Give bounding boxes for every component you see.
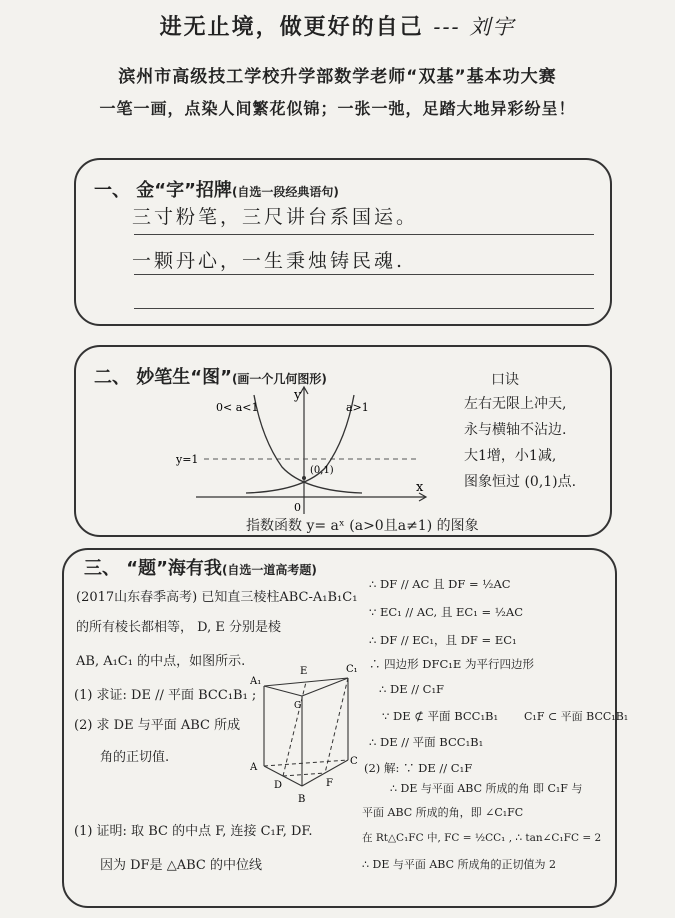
page-title (0, 10, 675, 41)
graph-caption: 指数函数 y= aˣ (a>0且a≠1) 的图象 (246, 518, 479, 534)
title-text: 进无止境，做更好的自己 (159, 15, 424, 40)
section-3-note: (自选一道高考题) (221, 563, 317, 577)
label-d: D (274, 780, 283, 791)
proof-line-1: (1) 证明: 取 BC 的中点 F, 连接 C₁F, DF. (74, 824, 313, 839)
section-1-heading: 一、 金“字”招牌 (94, 180, 232, 201)
right-line-8: ∴ DE // 平面 BCC₁B₁ (369, 735, 484, 749)
label-a1: A₁ (250, 676, 262, 687)
section-1-title (94, 176, 339, 202)
label-asymptote: y=1 (176, 453, 199, 466)
problem-line-3: AB, A₁C₁ 的中点，如图所示. (76, 654, 246, 669)
writing-line-1: 三寸粉笔，三尺讲台系国运。 (132, 206, 419, 228)
right-line-7: C₁F ⊂ 平面 BCC₁B₁ (524, 710, 629, 723)
contest-subtitle: 滨州市高级技工学校升学部数学老师“双基”基本功大赛 (118, 67, 557, 87)
section-3-heading: 三、 “题”海有我 (84, 558, 222, 579)
mnemonic-block (464, 391, 576, 495)
problem-line-2: 的所有棱长都相等， D, E 分别是棱 (76, 620, 281, 635)
section-2-heading: 二、 妙笔生“图” (94, 367, 232, 388)
mnemonic-title: 口诀 (491, 372, 519, 388)
label-y-axis: y (294, 388, 302, 403)
label-point: (0,1) (310, 465, 334, 476)
segment-c1-f (325, 678, 348, 773)
edge-a-c (264, 760, 348, 766)
right-line-5: ∴ DE // C₁F (379, 682, 445, 696)
label-x-axis: x (416, 480, 424, 495)
label-c: C (350, 756, 358, 767)
section-1-note: (自选一段经典语句) (231, 185, 339, 199)
curve-a-greater-1 (246, 395, 354, 493)
exponential-graph (176, 379, 436, 519)
right-line-13: ∴ DE 与平面 ABC 所成角的正切值为 2 (362, 858, 556, 871)
mnemonic-line-2: 永与横轴不沾边. (464, 422, 567, 438)
right-line-10: ∴ DE 与平面 ABC 所成的角 即 C₁F 与 (390, 782, 583, 795)
label-left-curve: 0< a<1 (216, 401, 259, 414)
right-line-3: ∴ DF // EC₁，且 DF = EC₁ (369, 633, 517, 647)
label-b: B (298, 794, 306, 805)
edge-a1-b1 (264, 686, 302, 696)
rule-line-2 (134, 274, 594, 275)
section-2-panel (74, 345, 612, 537)
problem-part-1: (1) 求证: DE // 平面 BCC₁B₁ ; (74, 688, 257, 703)
rule-line-1 (134, 234, 594, 235)
motto: 一笔一画，点染人间繁花似锦；一张一弛，足踏大地异彩纷呈！ (99, 99, 576, 118)
section-3-panel (62, 548, 629, 908)
right-line-2: ∵ EC₁ // AC, 且 EC₁ = ½AC (369, 605, 523, 619)
right-line-1: ∴ DF // AC 且 DF = ½AC (369, 577, 511, 591)
problem-line-1: (2017山东春季高考) 已知直三棱柱ABC-A₁B₁C₁ (76, 590, 358, 605)
rule-line-3 (134, 308, 594, 309)
mnemonic-line-1: 左右无限上冲天, (464, 396, 567, 412)
section-1-panel (74, 158, 612, 326)
label-f: F (326, 778, 333, 789)
point-0-1 (302, 476, 306, 480)
label-g: G (294, 701, 302, 711)
writing-line-2: 一颗丹心，一生秉烛铸民魂. (132, 250, 406, 272)
section-3-title (84, 554, 317, 580)
problem-part-2: (2) 求 DE 与平面 ABC 所成 (74, 718, 241, 733)
segment-d-f (283, 773, 325, 776)
right-line-9: (2) 解: ∵ DE // C₁F (364, 761, 473, 775)
right-line-11: 平面 ABC 所成的角，即 ∠C₁FC (362, 806, 524, 819)
label-c1: C₁ (346, 664, 358, 675)
right-line-4: ∴ 四边形 DFC₁E 为平行四边形 (369, 657, 534, 671)
prism-figure (250, 660, 360, 810)
label-e: E (300, 666, 308, 677)
problem-part-2-cont: 角的正切值. (100, 750, 170, 765)
mnemonic-line-3: 大1增，小1减, (464, 448, 557, 464)
proof-line-2: 因为 DF是 △ABC 的中位线 (100, 858, 262, 873)
section-2-note: (画一个几何图形) (231, 372, 327, 386)
label-origin: 0 (294, 501, 301, 514)
signature: --- 刘宇 (433, 15, 516, 39)
label-a: A (250, 762, 258, 773)
mnemonic-line-4: 图象恒过 (0,1)点. (464, 474, 577, 490)
label-right-curve: a>1 (346, 401, 369, 414)
right-line-12: 在 Rt△C₁FC 中, FC = ½CC₁ , ∴ tan∠C₁FC = 2 (362, 832, 602, 844)
right-line-6: ∵ DE ⊄ 平面 BCC₁B₁ (382, 709, 499, 723)
